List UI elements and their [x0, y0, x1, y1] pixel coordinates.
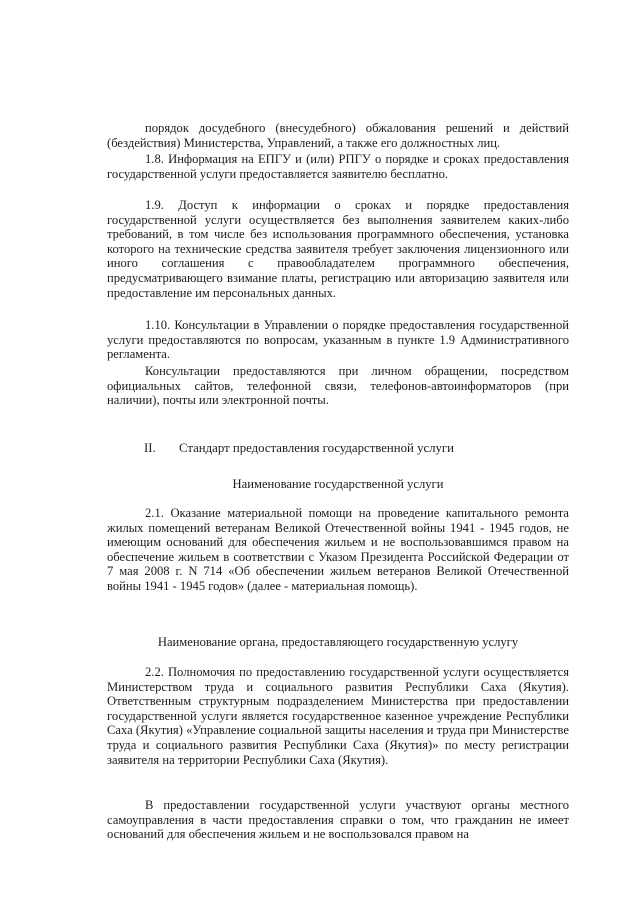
paragraph-2-1: 2.1. Оказание материальной помощи на проведение капитального ремонта жилых помещений ветеранам Великой Отечественной войны 1941 - 1945 годов, не имеющим оснований для обеспечения жильем и не воспользовавшимся правом на обеспечение жильем в соответствии с Указом Президента Российской Федерации от 7 мая 2008 г. N 714 «Об обеспечении жильем ветеранов Великой Отечественной войны 1941 - 1945 годов» (далее - материальная помощь).	[107, 506, 569, 593]
paragraph-appeal-procedure: порядок досудебного (внесудебного) обжалования решений и действий (бездействия) Министерства, Управлений, а также его должностных лиц.	[107, 121, 569, 150]
paragraph-1-9: 1.9. Доступ к информации о сроках и порядке предоставления государственной услуги осуществляется без выполнения заявителем каких-либо требований, в том числе без использования программного обеспечения, установка которого на технические средства заявителя требует заключения лицензионного или иного соглашения с правообладателем программного обеспечения, предусматривающего взимание платы, регистрацию или авторизацию заявителя или предоставление им персональных данных.	[107, 198, 569, 300]
section-number: II.	[144, 441, 156, 455]
paragraph-1-8: 1.8. Информация на ЕПГУ и (или) РПГУ о порядке и сроках предоставления государственной услуги предоставляется заявителю бесплатно.	[107, 152, 569, 181]
heading-service-name: Наименование государственной услуги	[232, 477, 444, 491]
paragraph-2-2: 2.2. Полномочия по предоставлению государственной услуги осуществляется Министерством труда и социального развития Республики Саха (Якутия). Ответственным структурным подразделением Министерства при предоставлении государственной услуги является государственное казенное учреждение Республики Саха (Якутия) «Управление социальной защиты населения и труда при Министерстве труда и социального развития Республики Саха (Якутия)» по месту регистрации заявителя на территории Республики Саха (Якутия).	[107, 665, 569, 767]
section-title: Стандарт предоставления государственной услуги	[179, 441, 455, 455]
heading-providing-body: Наименование органа, предоставляющего государственную услугу	[157, 635, 519, 649]
paragraph-1-10: 1.10. Консультации в Управлении о порядке предоставления государственной услуги предоставляются по вопросам, указанным в пункте 1.9 Административного регламента.	[107, 318, 569, 362]
paragraph-consultations: Консультации предоставляются при личном обращении, посредством официальных сайтов, телефонной связи, телефонов-автоинформаторов (при наличии), почты или электронной почты.	[107, 364, 569, 408]
paragraph-local-government: В предоставлении государственной услуги участвуют органы местного самоуправления в части предоставления справки о том, что гражданин не имеет оснований для обеспечения жильем и не воспользовался правом на	[107, 798, 569, 842]
